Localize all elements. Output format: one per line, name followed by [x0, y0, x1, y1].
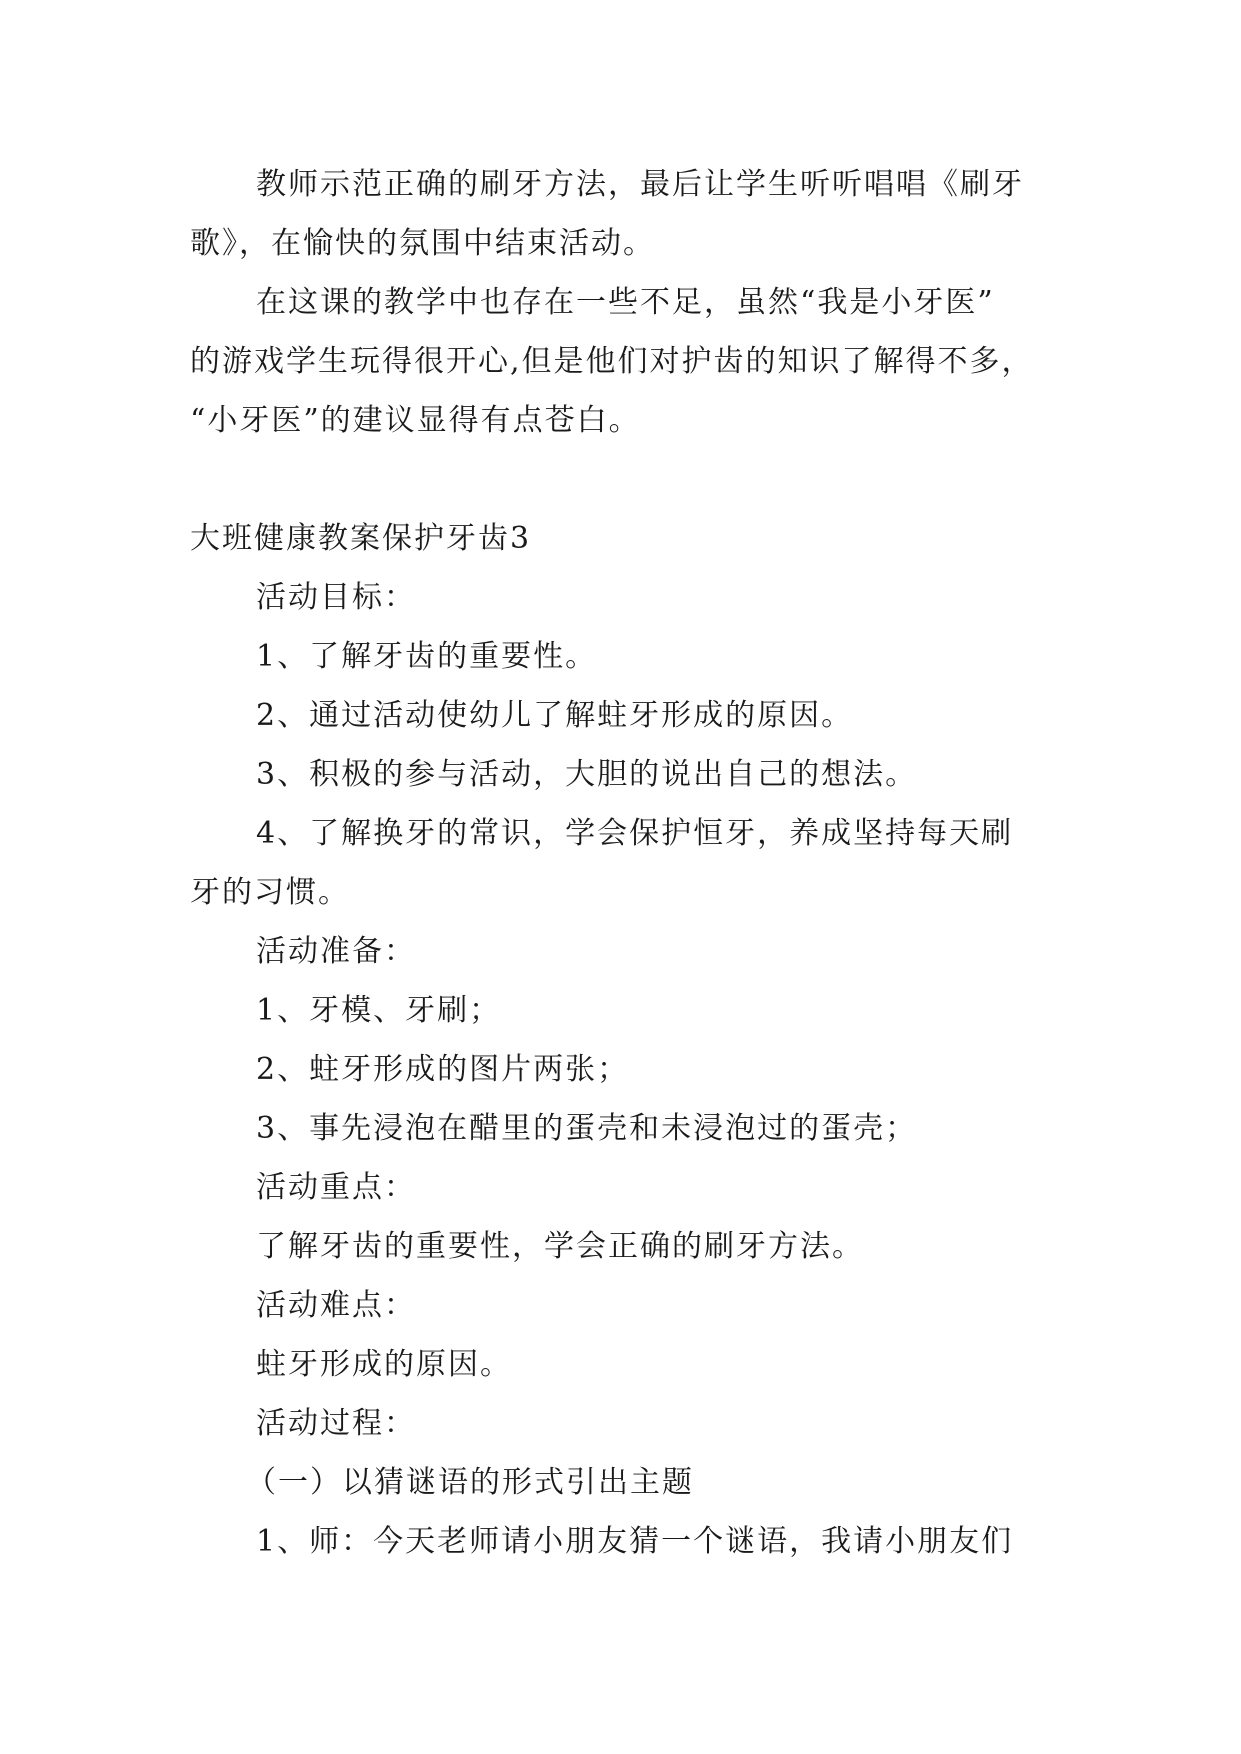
list-item-continued: 牙的习惯。: [190, 875, 350, 910]
list-item: 1、牙模、牙刷；: [256, 993, 502, 1028]
heading-process: 活动过程：: [256, 1406, 416, 1441]
paragraph-line: 歌》，在愉快的氛围中结束活动。: [190, 226, 655, 261]
section-title: 大班健康教案保护牙齿3: [190, 521, 532, 556]
paragraph-line: 在这课的教学中也存在一些不足，虽然“我是小牙医”: [256, 285, 995, 320]
list-item: 3、事先浸泡在醋里的蛋壳和未浸泡过的蛋壳；: [256, 1111, 918, 1146]
heading-key-points: 活动重点：: [256, 1170, 416, 1205]
heading-difficulties: 活动难点：: [256, 1288, 416, 1323]
paragraph-line: 的游戏学生玩得很开心,但是他们对护齿的知识了解得不多，: [190, 344, 1034, 379]
list-item: 2、蛀牙形成的图片两张；: [256, 1052, 630, 1087]
subheading: （一）以猜谜语的形式引出主题: [246, 1465, 694, 1500]
paragraph-line: 教师示范正确的刷牙方法，最后让学生听听唱唱《刷牙: [256, 167, 1024, 202]
list-item: 3、积极的参与活动，大胆的说出自己的想法。: [256, 757, 918, 792]
list-item: 4、了解换牙的常识，学会保护恒牙，养成坚持每天刷: [256, 816, 1014, 851]
list-item: 1、了解牙齿的重要性。: [256, 639, 598, 674]
heading-preparation: 活动准备：: [256, 934, 416, 969]
list-item: 1、师：今天老师请小朋友猜一个谜语，我请小朋友们: [256, 1524, 1014, 1559]
paragraph-line: 蛀牙形成的原因。: [256, 1347, 512, 1382]
list-item: 2、通过活动使幼儿了解蛀牙形成的原因。: [256, 698, 854, 733]
paragraph-line: 了解牙齿的重要性，学会正确的刷牙方法。: [256, 1229, 864, 1264]
heading-objectives: 活动目标：: [256, 580, 416, 615]
paragraph-line: “小牙医”的建议显得有点苍白。: [190, 403, 641, 438]
